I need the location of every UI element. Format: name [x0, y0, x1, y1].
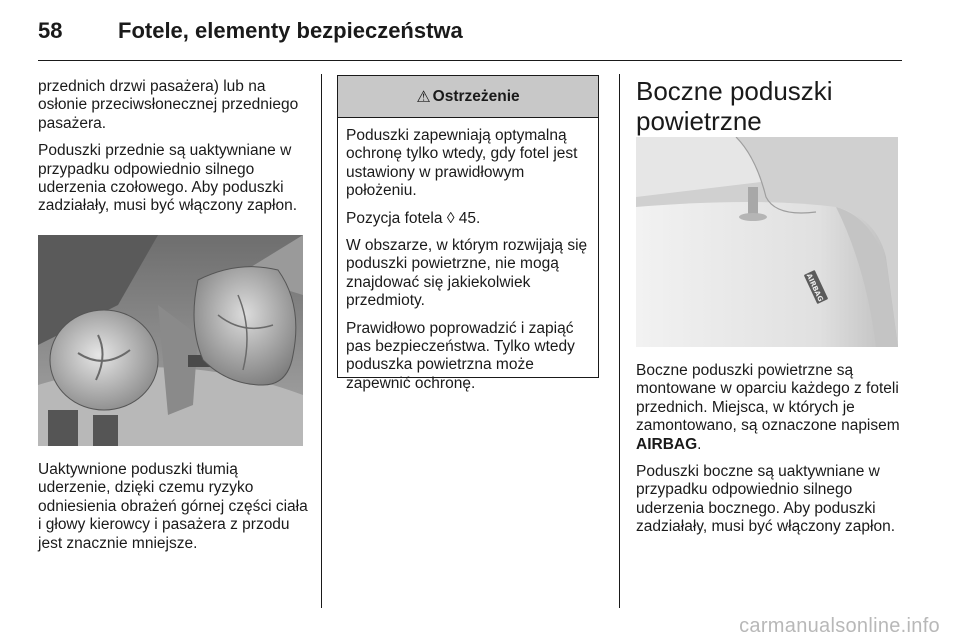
- paragraph-intro: przednich drzwi pasażera) lub na osłonie przeciwsłonecznej przedniego pasażera.: [38, 78, 299, 132]
- warning-box: [337, 75, 599, 392]
- airbag-marking: AIRBAG: [636, 435, 698, 453]
- warning-body: [338, 118, 598, 393]
- warning-paragraph-1: Poduszki zapewniają optymalną ochronę tylko wtedy, gdy fotel jest ustawiony w prawidłowym położeniu.: [346, 127, 578, 200]
- page-reference: 45.: [454, 209, 481, 227]
- column-right: [636, 362, 916, 546]
- warning-paragraph-4: Prawidłowo poprowadzić i zapiąć pas bezpieczeństwa. Tylko wtedy poduszka powietrzna może zapewnić ochronę.: [346, 319, 575, 392]
- side-airbags-text: Boczne poduszki powietrzne są montowane w oparciu każdego z foteli przednich. Miejsca, w których je zamontowano, są oznaczone napisem: [636, 362, 900, 435]
- seat-position-text: Pozycja fotela: [346, 209, 447, 227]
- watermark: carmanualsonline.info: [739, 615, 940, 637]
- section-heading: Boczne poduszki powietrzne: [636, 76, 833, 136]
- column-left: [38, 78, 308, 225]
- paragraph-side-activation: Poduszki boczne są uaktywniane w przypadku odpowiednio silnego uderzenia bocznego. Aby poduszki zadziałały, musi być włączony zapłon.: [636, 463, 896, 536]
- warning-heading: Ostrzeżenie: [432, 87, 520, 105]
- side-airbag-seat-illustration: [636, 137, 898, 347]
- seat-airbag-label: AIRBAG: [804, 272, 825, 303]
- paragraph-airbag-effect: Uaktywnione poduszki tłumią uderzenie, dzięki czemu ryzyko odniesienia obrażeń górnej części ciała i głowy kierowcy i pasażera z przodu jest znacznie mniejsze.: [38, 461, 308, 552]
- paragraph-front-airbags: Poduszki przednie są uaktywniane w przypadku odpowiednio silnego uderzenia czołowego. Aby poduszki zadziałały, musi być włączony zapłon.: [38, 142, 298, 215]
- warning-paragraph-3: W obszarze, w którym rozwijają się poduszki powietrzne, nie mogą znajdować się jakiekolwiek przedmioty.: [346, 237, 588, 310]
- warning-header: [338, 76, 598, 118]
- deployed-airbags-illustration: [38, 235, 303, 446]
- page-title: Fotele, elementy bezpieczeństwa: [118, 18, 463, 43]
- side-airbags-text-end: .: [697, 435, 702, 453]
- warning-paragraph-2: [346, 210, 590, 228]
- header-divider: [38, 60, 902, 61]
- column-left-bottom: [38, 461, 308, 562]
- paragraph-side-airbags: [636, 362, 916, 454]
- warning-triangle-icon: ⚠: [416, 88, 431, 106]
- column-divider-1: [321, 74, 322, 608]
- column-divider-2: [619, 74, 620, 608]
- page-reference-icon: ◊: [446, 209, 455, 227]
- page-number: 58: [38, 18, 63, 43]
